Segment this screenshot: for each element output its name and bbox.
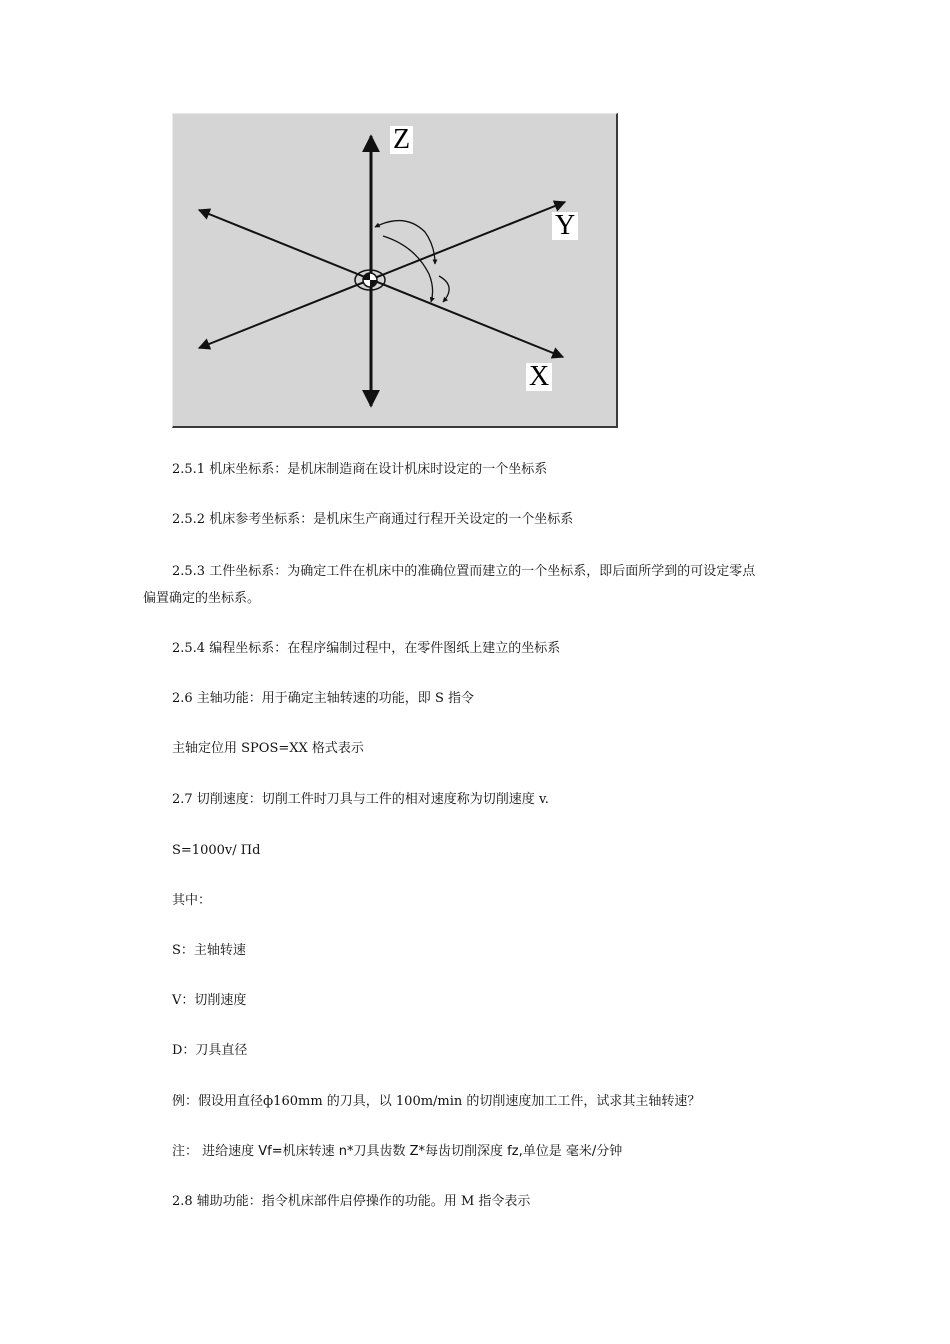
example-question: 例：假设用直径ф160mm 的刀具，以 100m/min 的切削速度加工工件，试求其主轴转速？ xyxy=(172,1094,701,1109)
section-2-5-3-line-1: 2.5.3 工件坐标系：为确定工件在机床中的准确位置而建立的一个坐标系，即后面所学到的可设定零点 xyxy=(172,564,756,579)
definition-v: V：切削速度 xyxy=(172,993,247,1008)
origin-quadrant-1 xyxy=(370,280,377,287)
section-2-5-3-line-2: 偏置确定的坐标系。 xyxy=(143,591,261,606)
spindle-positioning-note: 主轴定位用 SPOS=XX 格式表示 xyxy=(172,741,364,756)
speed-formula: S=1000v/ Пd xyxy=(172,843,261,858)
section-2-5-4: 2.5.4 编程坐标系：在程序编制过程中，在零件图纸上建立的坐标系 xyxy=(172,641,561,656)
x-axis-label: X xyxy=(526,363,552,391)
origin-quadrant-2 xyxy=(363,273,370,280)
rotation-arc-lower xyxy=(439,276,449,302)
definition-s: S：主轴转速 xyxy=(172,943,246,958)
rotation-arc-middle xyxy=(383,236,433,302)
section-2-8: 2.8 辅助功能：指令机床部件启停操作的功能。用 M 指令表示 xyxy=(172,1194,531,1209)
x-axis-line xyxy=(199,210,563,357)
where-label: 其中： xyxy=(172,893,212,908)
section-2-5-2: 2.5.2 机床参考坐标系：是机床生产商通过行程开关设定的一个坐标系 xyxy=(172,512,574,527)
definition-d: D：刀具直径 xyxy=(172,1043,248,1058)
feed-rate-note: 注： 进给速度 Vf=机床转速 n*刀具齿数 Z*每齿切削深度 fz,单位是 毫米/分钟 xyxy=(172,1144,623,1159)
y-axis-label: Y xyxy=(552,212,578,240)
section-2-7: 2.7 切削速度：切削工件时刀具与工件的相对速度称为切削速度 v. xyxy=(172,792,549,807)
z-axis-label: Z xyxy=(390,126,413,154)
coordinate-axes-figure xyxy=(172,113,618,428)
section-2-5-1: 2.5.1 机床坐标系：是机床制造商在设计机床时设定的一个坐标系 xyxy=(172,462,548,477)
section-2-6: 2.6 主轴功能：用于确定主轴转速的功能，即 S 指令 xyxy=(172,691,474,706)
